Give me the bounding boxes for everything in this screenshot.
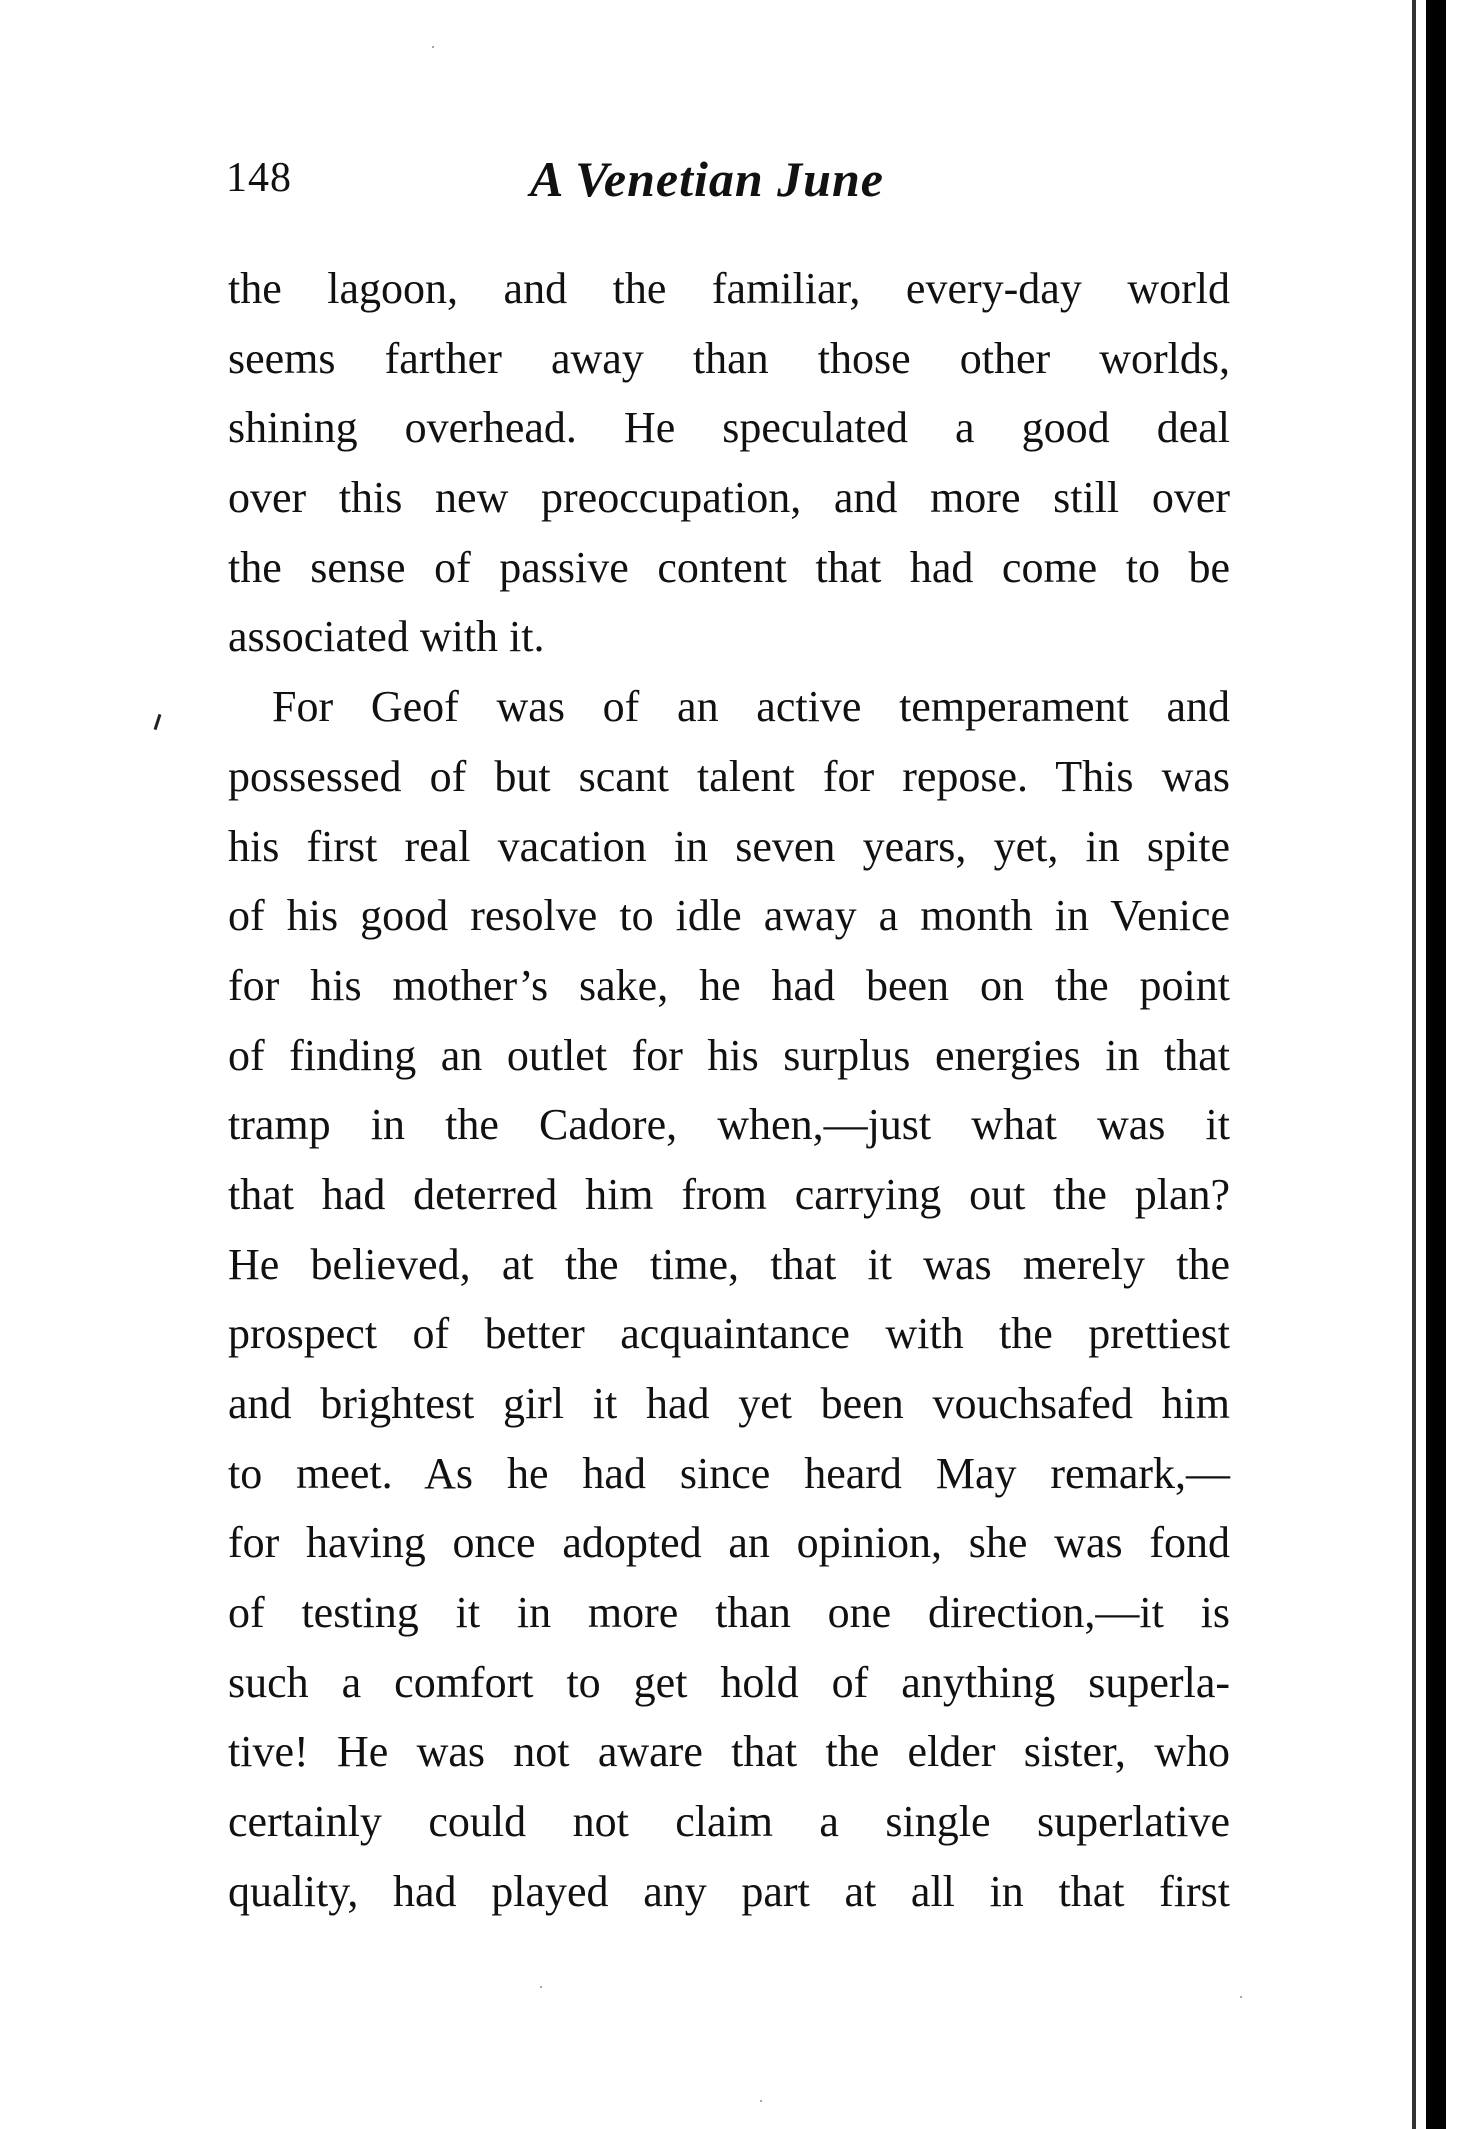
text-line: to meet. As he had since heard May remark,— <box>228 1448 1230 1498</box>
text-line: such a comfort to get hold of anything superla- <box>228 1657 1230 1707</box>
text-line: He believed, at the time, that it was merely the <box>228 1239 1230 1289</box>
margin-pencil-mark <box>154 714 162 730</box>
text-line: quality, had played any part at all in that first <box>228 1866 1230 1916</box>
text-line: tive! He was not aware that the elder sister, who <box>228 1727 1230 1777</box>
text-line: for his mother’s sake, he had been on the point <box>228 960 1230 1010</box>
text-line: for having once adopted an opinion, she was fond <box>228 1518 1230 1568</box>
body-text <box>228 254 1230 1927</box>
paper-speck <box>432 46 434 48</box>
paper-speck <box>1240 1996 1242 1998</box>
page-edge-shadow <box>1412 0 1416 2129</box>
text-line: of finding an outlet for his surplus energies in that <box>228 1030 1230 1080</box>
text-line: of his good resolve to idle away a month in Venice <box>228 891 1230 941</box>
text-line: the lagoon, and the familiar, every-day world <box>228 264 1230 313</box>
text-line: seems farther away than those other worlds, <box>228 333 1230 383</box>
text-line: shining overhead. He speculated a good deal <box>228 403 1230 453</box>
text-line: possessed of but scant talent for repose. This was <box>228 751 1230 801</box>
text-line: over this new preoccupation, and more still over <box>228 473 1230 523</box>
text-line: prospect of better acquaintance with the prettiest <box>228 1309 1230 1359</box>
text-line-paragraph-end: associated with it. <box>228 612 545 662</box>
text-line: certainly could not claim a single superlative <box>228 1797 1230 1847</box>
text-line: tramp in the Cadore, when,—just what was it <box>228 1100 1230 1150</box>
text-line: that had deterred him from carrying out the plan? <box>228 1169 1230 1219</box>
text-line: the sense of passive content that had come to be <box>228 542 1230 592</box>
text-line: of testing it in more than one direction,—it is <box>228 1588 1230 1638</box>
paper-speck <box>760 2100 762 2102</box>
page-edge-border <box>1426 0 1446 2129</box>
page-number: 148 <box>226 155 292 201</box>
paper-speck <box>540 1986 542 1988</box>
text-line: his first real vacation in seven years, yet, in spite <box>228 821 1230 871</box>
text-line-paragraph-start: For Geof was of an active temperament and <box>272 682 1230 732</box>
text-line: and brightest girl it had yet been vouchsafed him <box>228 1379 1230 1428</box>
running-title: A Venetian June <box>530 151 884 207</box>
